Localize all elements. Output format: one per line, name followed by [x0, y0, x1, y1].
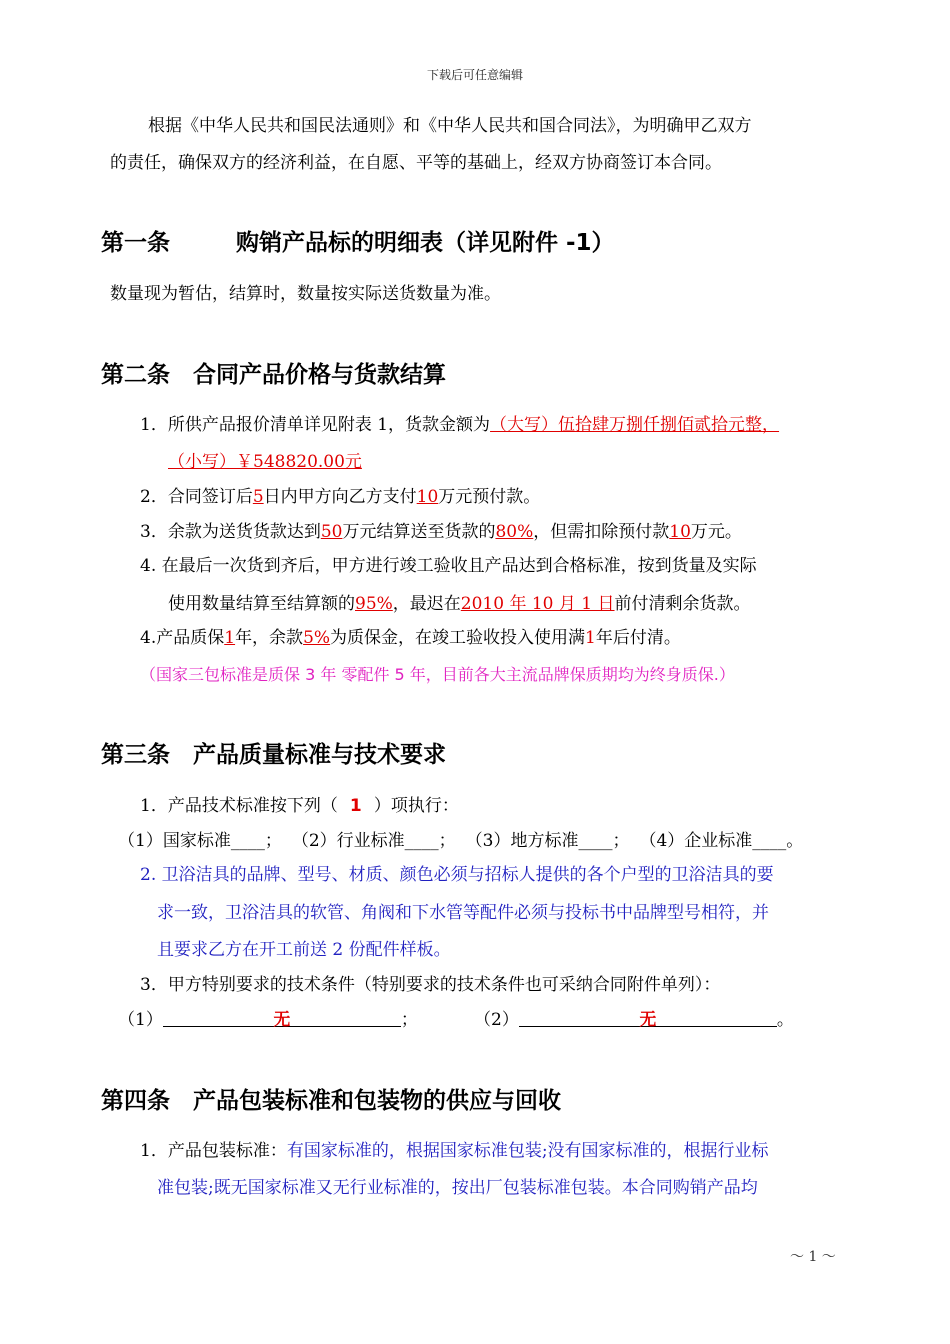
- art4-item-1-line-2: 准包装;既无国家标准又无行业标准的，按出厂包装标准包装。本合同购销产品均: [157, 1178, 758, 1198]
- art2-item-3-text-a: 3．余款为送货货款达到: [140, 522, 321, 542]
- option-national: （1）国家标准____；: [118, 831, 282, 851]
- condition-2-label: （2）: [474, 1010, 519, 1030]
- article-1-body: 数量现为暂估，结算时，数量按实际送货数量为准。: [110, 284, 501, 304]
- art2-item-4-text-d: 前付清剩余货款。: [614, 594, 751, 614]
- prepay-amount: 10: [416, 487, 439, 507]
- settle-percent: 80%: [495, 522, 534, 542]
- art2-item-1-text: 1．所供产品报价清单详见附表 1，货款金额为: [140, 415, 491, 435]
- art3-item-2-line-2: 求一致，卫浴洁具的软管、角阀和下水管等配件必须与投标书中品牌型号相符，并: [157, 903, 769, 923]
- condition-1-end: ；: [400, 1010, 418, 1030]
- art2-item-5-text-b: 年，余款: [235, 628, 304, 648]
- intro-line-1: 根据《中华人民共和国民法通则》和《中华人民共和国合同法》，为明确甲乙双方: [148, 116, 752, 136]
- art2-item-1-cont: [168, 452, 362, 472]
- amount-in-figures: （小写）￥548820.00元: [168, 452, 362, 472]
- warranty-note: （国家三包标准是质保 3 年 零配件 5 年，目前各大主流品牌保质期均为终身质保.）: [140, 665, 735, 684]
- amount-in-words: （大写）伍拾肆万捌仟捌佰贰拾元整，: [490, 415, 780, 435]
- art2-item-3-text-d: 万元。: [690, 522, 742, 542]
- art4-item-1-label: 1．产品包装标准：: [140, 1141, 287, 1161]
- art3-item-2-line-1: 2. 卫浴洁具的品牌、型号、材质、颜色必须与招标人提供的各个户型的卫浴洁具的要: [140, 865, 774, 885]
- art2-item-5-text-a: 4.产品质保: [140, 628, 225, 648]
- settle-threshold: 50: [320, 522, 343, 542]
- condition-2-blank: [519, 1010, 777, 1030]
- art4-item-1-line-1: [140, 1141, 769, 1161]
- art3-item-3: 3．甲方特别要求的技术条件（特别要求的技术条件也可采纳合同附件单列）：: [140, 975, 721, 995]
- page-number: ～ 1 ～: [790, 1249, 836, 1265]
- option-industry: （2）行业标准____；: [291, 831, 456, 851]
- deduct-amount: 10: [669, 522, 691, 542]
- page-header: 下载后可任意编辑: [426, 68, 523, 82]
- art3-item-2-line-3: 且要求乙方在开工前送 2 份配件样板。: [157, 940, 451, 960]
- standard-options: [118, 831, 803, 851]
- art2-item-4-line-1: 4. 在最后一次货到齐后，甲方进行竣工验收且产品达到合格标准，按到货量及实际: [140, 556, 757, 576]
- art2-item-2-text-a: 2．合同签订后: [140, 487, 253, 507]
- art2-item-4-line-2: [168, 594, 751, 614]
- art3-item-1: [140, 796, 459, 816]
- final-pay-date: 2010 年 10 月 1 日: [460, 594, 615, 614]
- article-3-heading: 第三条 产品质量标准与技术要求: [101, 742, 446, 768]
- warranty-years: 1: [224, 628, 236, 648]
- option-enterprise: （4）企业标准____。: [639, 831, 804, 851]
- retention-percent: 5%: [303, 628, 331, 648]
- art2-item-5: [140, 628, 681, 648]
- prepay-days: 5: [252, 487, 264, 507]
- article-2-heading: 第二条 合同产品价格与货款结算: [101, 362, 446, 388]
- art2-item-4-text-b: 使用数量结算至结算额的: [168, 594, 355, 614]
- special-condition-1: [118, 1010, 418, 1030]
- art2-item-3-text-c: ，但需扣除预付款: [533, 522, 670, 542]
- art3-item-1-text-a: 1．产品技术标准按下列（: [140, 796, 338, 816]
- option-local: （3）地方标准____；: [465, 831, 630, 851]
- art2-item-3-text-b: 万元结算送至货款的: [342, 522, 496, 542]
- condition-1-value: 无: [273, 1010, 291, 1030]
- retention-years: 1: [585, 628, 596, 648]
- art4-item-1-text: 有国家标准的，根据国家标准包装;没有国家标准的，根据行业标: [286, 1141, 769, 1161]
- art2-item-2-text-c: 万元预付款。: [438, 487, 541, 507]
- final-settle-percent: 95%: [355, 594, 393, 614]
- art2-item-1: [140, 415, 779, 435]
- art2-item-5-text-d: 年后付清。: [595, 628, 681, 648]
- art2-item-3: [140, 522, 742, 542]
- condition-2-end: 。: [776, 1010, 794, 1030]
- intro-line-2: 的责任，确保双方的经济利益，在自愿、平等的基础上，经双方协商签订本合同。: [110, 153, 722, 173]
- standard-choice: 1: [349, 796, 362, 816]
- condition-1-label: （1）: [118, 1010, 163, 1030]
- art2-item-4-text-c: ，最迟在: [392, 594, 461, 614]
- special-condition-2: [474, 1010, 794, 1030]
- art2-item-2-text-b: 日内甲方向乙方支付: [263, 487, 417, 507]
- art2-item-2: [140, 487, 540, 507]
- condition-2-value: 无: [639, 1010, 657, 1030]
- article-4-heading: 第四条 产品包装标准和包装物的供应与回收: [101, 1088, 561, 1114]
- condition-1-blank: [163, 1010, 401, 1030]
- article-1-number: 第一条: [101, 230, 170, 256]
- art2-item-5-text-c: 为质保金，在竣工验收投入使用满: [330, 628, 586, 648]
- article-1-title: 购销产品标的明细表（详见附件 -1）: [236, 230, 615, 256]
- art3-item-1-text-b: ）项执行：: [373, 796, 459, 816]
